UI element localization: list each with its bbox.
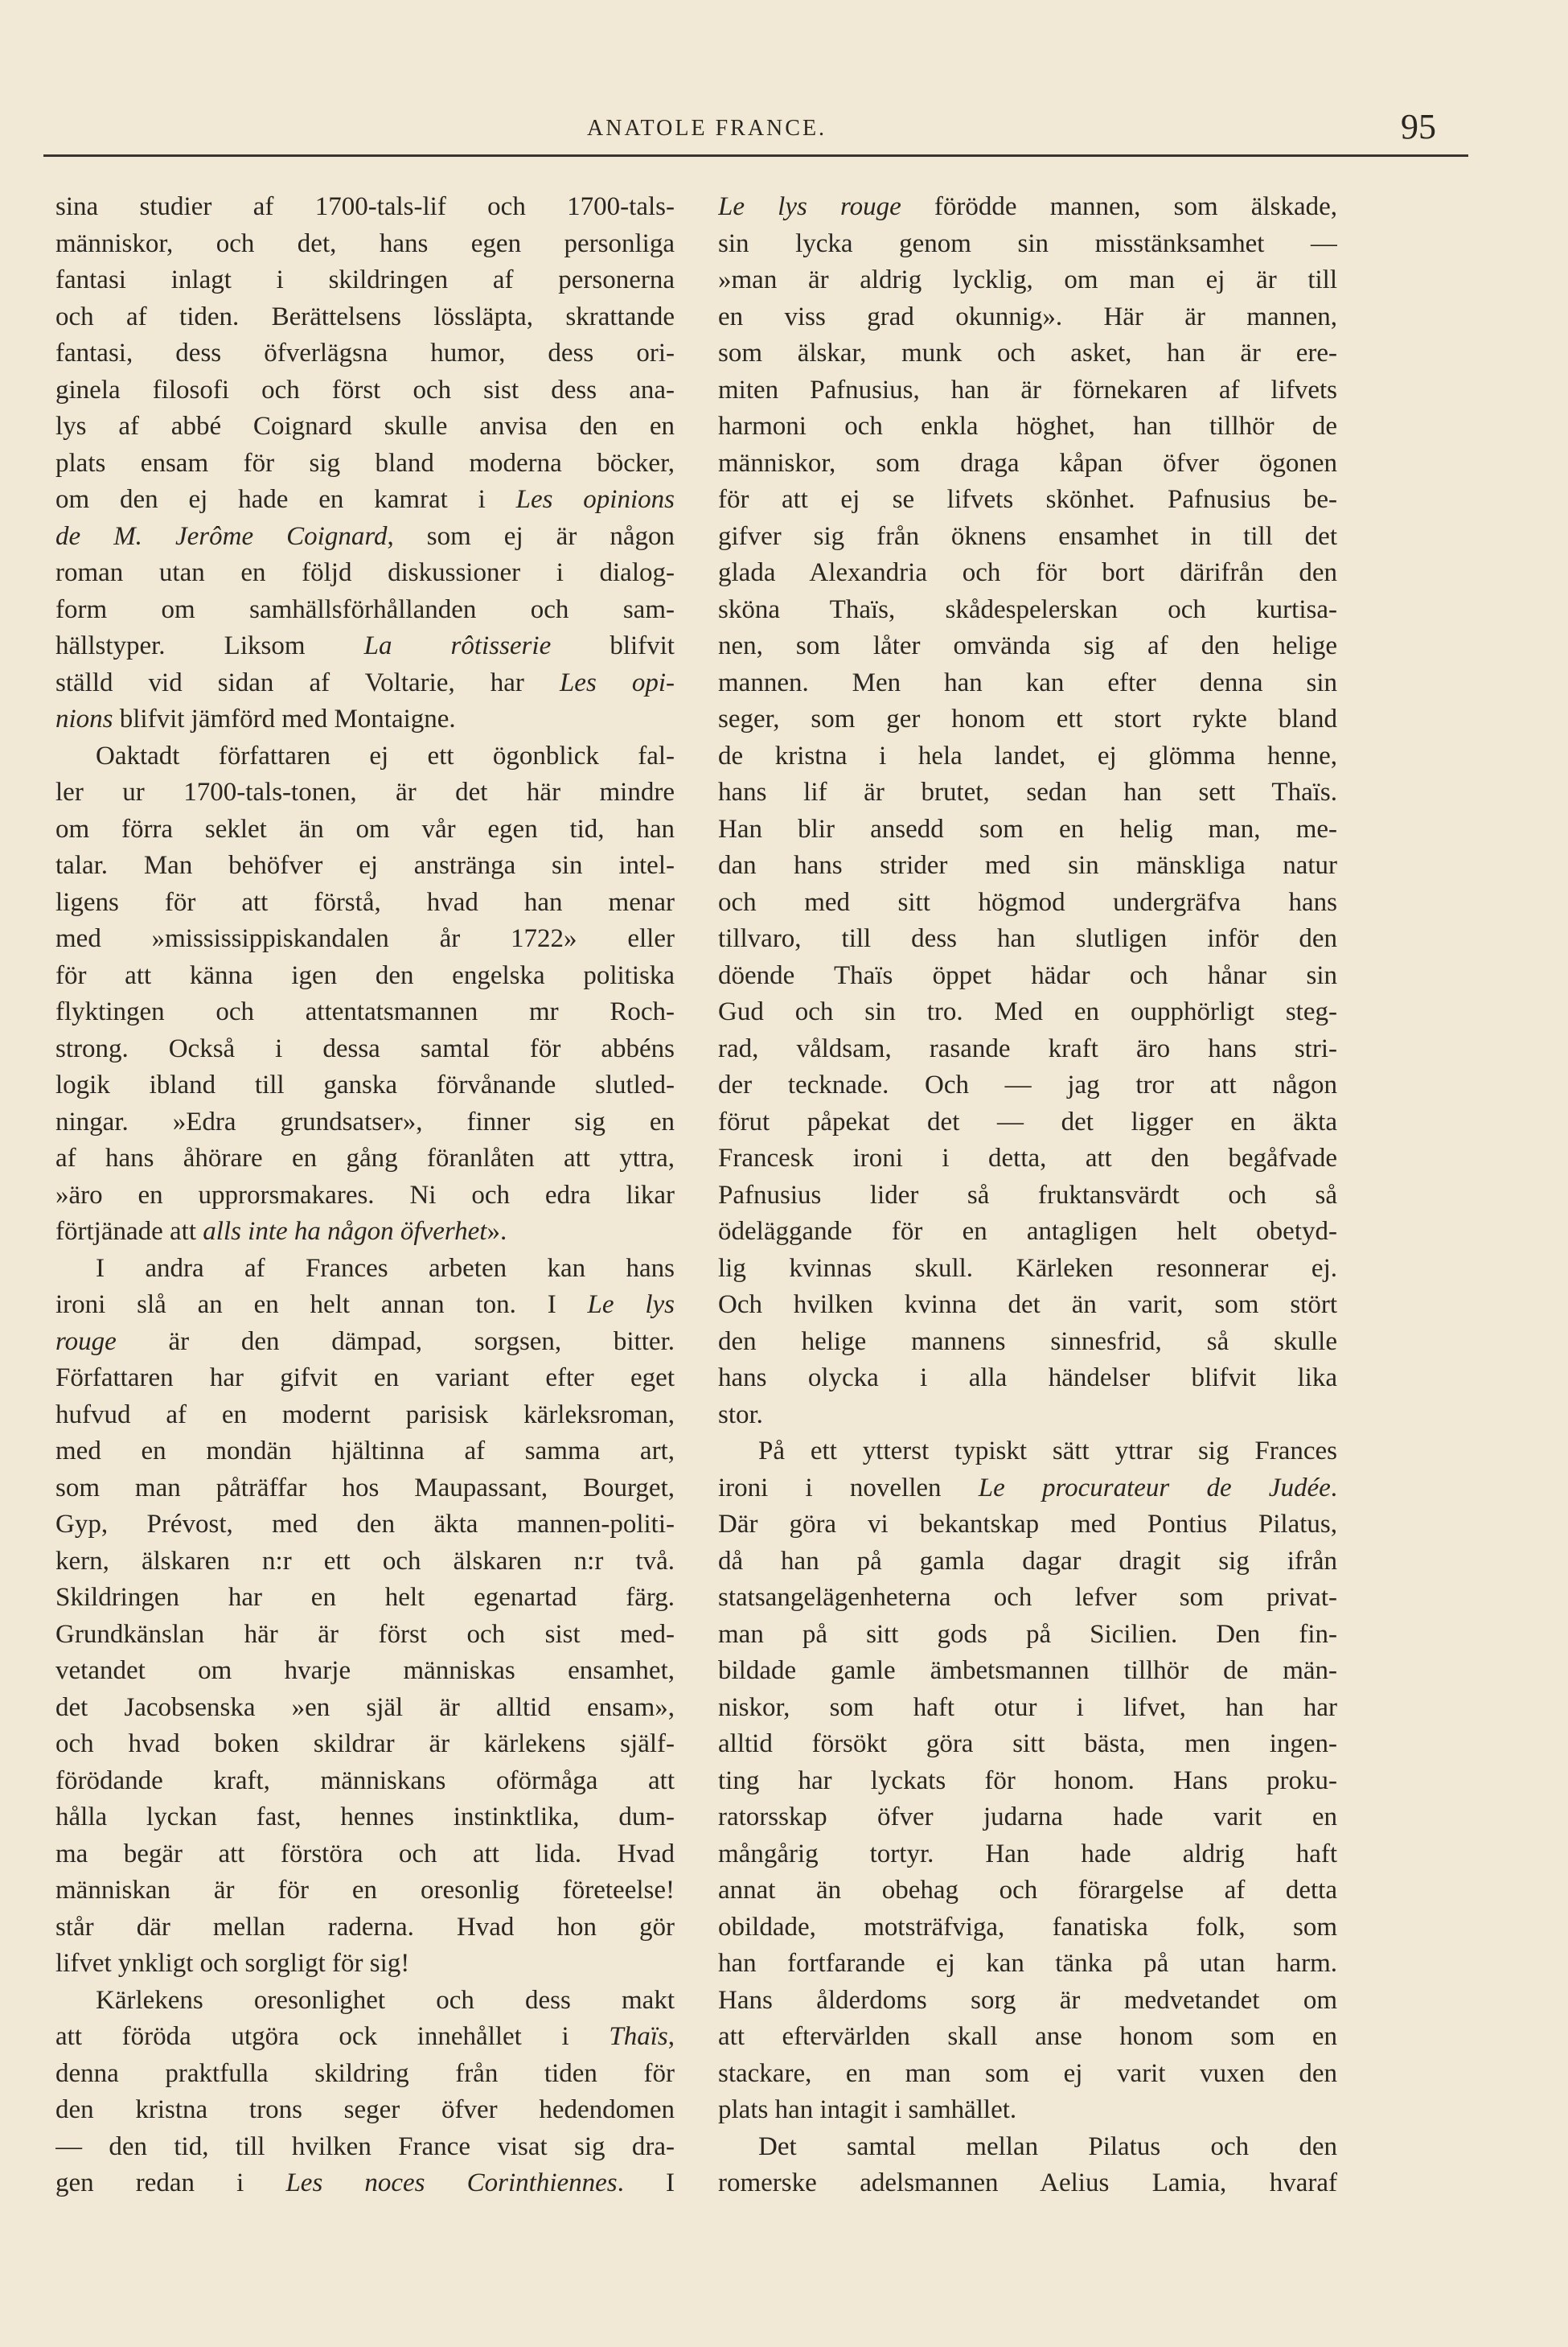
text-line: talar. Man behöfver ej anstränga sin intel- (55, 851, 675, 880)
text-line: nions blifvit jämförd med Montaigne. (55, 705, 456, 734)
text-line: I andra af Frances arbeten kan hans (96, 1253, 675, 1283)
text-line: — den tid, till hvilken France visat sig dra- (55, 2131, 675, 2161)
page-number: 95 (1401, 107, 1436, 146)
text-line: för att ej se lifvets skönhet. Pafnusius be- (718, 485, 1337, 514)
text-line: af hans åhörare en gång föranlåten att yttra, (55, 1144, 675, 1173)
right-column (718, 189, 1337, 2202)
text-line: en viss grad okunnig». Här är mannen, (718, 302, 1337, 331)
text-line: fantasi inlagt i skildringen af personerna (55, 265, 675, 294)
text-line: för att känna igen den engelska politiska (55, 960, 675, 990)
text-line: lig kvinnas skull. Kärleken resonnerar ej. (718, 1253, 1337, 1283)
text-line: om förra seklet än om vår egen tid, han (55, 814, 675, 844)
text-line: Gyp, Prévost, med den äkta mannen-politi- (55, 1510, 675, 1539)
text-line: med »mississippiskandalen år 1722» eller (55, 924, 675, 953)
text-line: glada Alexandria och för bort därifrån den (718, 558, 1337, 587)
text-line: Pafnusius lider så fruktansvärdt och så (718, 1180, 1337, 1210)
text-line: obildade, motsträfviga, fanatiska folk, som (718, 1912, 1337, 1942)
text-line: plats ensam för sig bland moderna böcker, (55, 448, 675, 478)
text-line: Han blir ansedd som en helig man, me- (718, 814, 1337, 844)
running-head: ANATOLE FRANCE. (587, 116, 827, 141)
text-line: bildade gamle ämbetsmannen tillhör de män- (718, 1656, 1337, 1685)
text-line: ting har lyckats för honom. Hans proku- (718, 1765, 1337, 1795)
text-line: hufvud af en modernt parisisk kärleksroman, (55, 1400, 675, 1429)
text-line: Författaren har gifvit en variant efter eget (55, 1363, 675, 1392)
text-line: kern, älskaren n:r ett och älskaren n:r två. (55, 1546, 675, 1576)
text-line: han fortfarande ej kan tänka på utan harm. (718, 1949, 1337, 1978)
text-line: de kristna i hela landet, ej glömma henne, (718, 741, 1337, 771)
text-line: niskor, som haft otur i lifvet, han har (718, 1692, 1337, 1722)
text-line: »man är aldrig lycklig, om man ej är till (718, 265, 1337, 294)
text-line: Där göra vi bekantskap med Pontius Pilatus, (718, 1510, 1337, 1539)
text-line: denna praktfulla skildring från tiden för (55, 2058, 675, 2088)
text-line: Det samtal mellan Pilatus och den (758, 2131, 1337, 2161)
text-line: ligens för att förstå, hvad han menar (55, 887, 675, 917)
text-line: människor, som draga kåpan öfver ögonen (718, 448, 1337, 478)
text-line: Oaktadt författaren ej ett ögonblick fal- (96, 741, 675, 771)
text-line: statsangelägenheterna och lefver som privat- (718, 1583, 1337, 1612)
text-line: vetandet om hvarje människas ensamhet, (55, 1656, 675, 1685)
text-line: logik ibland till ganska förvånande slutled- (55, 1071, 675, 1100)
text-line: hans olycka i alla händelser blifvit lika (718, 1363, 1337, 1392)
text-line: Gud och sin tro. Med en oupphörligt steg- (718, 997, 1337, 1026)
text-line: Kärlekens oresonlighet och dess makt (96, 1985, 675, 2015)
text-line: rad, våldsam, rasande kraft äro hans stri- (718, 1034, 1337, 1063)
text-line: om den ej hade en kamrat i Les opinions (55, 485, 675, 514)
left-column (55, 189, 675, 2202)
text-line: tillvaro, till dess han slutligen inför den (718, 924, 1337, 953)
text-line: fantasi, dess öfverlägsna humor, dess ori- (55, 339, 675, 368)
text-line: ironi slå an en helt annan ton. I Le lys (55, 1290, 675, 1319)
text-line: På ett ytterst typiskt sätt yttrar sig Frances (758, 1437, 1337, 1465)
text-line: det Jacobsenska »en själ är alltid ensam», (55, 1692, 675, 1722)
text-line: står där mellan raderna. Hvad hon gör (55, 1912, 675, 1942)
text-line: Francesk ironi i detta, att den begåfvade (718, 1144, 1337, 1173)
text-line: de M. Jerôme Coignard, som ej är någon (55, 521, 675, 551)
text-line: stackare, en man som ej varit vuxen den (718, 2058, 1337, 2088)
text-line: seger, som ger honom ett stort rykte bland (718, 705, 1337, 734)
text-line: roman utan en följd diskussioner i dialog- (55, 558, 675, 587)
text-line: som älskar, munk och asket, han är ere- (718, 339, 1337, 368)
text-line: sköna Thaïs, skådespelerskan och kurtisa- (718, 594, 1337, 624)
text-line: romerske adelsmannen Aelius Lamia, hvaraf (718, 2168, 1337, 2197)
text-line: hans lif är brutet, sedan han sett Thaïs. (718, 778, 1337, 807)
text-line: förödande kraft, människans oförmåga att (55, 1765, 675, 1795)
text-line: hålla lyckan fast, hennes instinktlika, dum- (55, 1802, 675, 1831)
text-line: döende Thaïs öppet hädar och hånar sin (718, 960, 1337, 990)
text-line: och af tiden. Berättelsens lössläpta, skrattande (55, 302, 675, 331)
text-line: och med sitt högmod undergräfva hans (718, 887, 1337, 917)
text-line: »äro en upprorsmakares. Ni och edra likar (55, 1180, 675, 1210)
text-line: man på sitt gods på Sicilien. Den fin- (718, 1619, 1337, 1649)
text-line: alltid försökt göra sitt bästa, men ingen- (718, 1729, 1337, 1758)
text-line: Och hvilken kvinna det än varit, som stört (718, 1290, 1337, 1319)
text-line: ler ur 1700-tals-tonen, är det här mindre (55, 778, 675, 807)
text-line: ödeläggande för en antagligen helt obetyd- (718, 1217, 1337, 1246)
text-line: gen redan i Les noces Corinthiennes. I (55, 2168, 675, 2197)
text-line: annat än obehag och förargelse af detta (718, 1876, 1337, 1905)
text-line: nen, som låter omvända sig af den helige (718, 631, 1337, 660)
text-line: strong. Också i dessa samtal för abbéns (55, 1034, 675, 1063)
text-line: Grundkänslan här är först och sist med- (55, 1619, 675, 1649)
text-line: rouge är den dämpad, sorgsen, bitter. (55, 1326, 675, 1356)
text-line: som man påträffar hos Maupassant, Bourget, (55, 1473, 675, 1502)
text-line: form om samhällsförhållanden och sam- (55, 594, 675, 624)
text-line: den helige mannens sinnesfrid, så skulle (718, 1326, 1337, 1356)
text-line: gifver sig från öknens ensamhet in till det (718, 521, 1337, 551)
text-line: Le lys rouge förödde mannen, som älskade, (718, 192, 1337, 221)
text-line: ma begär att förstöra och att lida. Hvad (55, 1839, 675, 1868)
text-line: människan är för en oresonlig företeelse! (55, 1876, 675, 1905)
text-line: lifvet ynkligt och sorgligt för sig! (55, 1949, 410, 1978)
text-line: Hans ålderdoms sorg är medvetandet om (718, 1985, 1337, 2015)
text-line: förtjänade att alls inte ha någon öfverhet». (55, 1217, 507, 1246)
text-line: människor, och det, hans egen personliga (55, 228, 675, 258)
text-line: hällstyper. Liksom La rôtisserie blifvit (55, 631, 675, 660)
text-line: ställd vid sidan af Voltarie, har Les opi- (55, 668, 675, 697)
text-line: flyktingen och attentatsmannen mr Roch- (55, 997, 675, 1026)
text-line: ratorsskap öfver judarna hade varit en (718, 1802, 1337, 1831)
text-line: mannen. Men han kan efter denna sin (718, 668, 1337, 697)
text-line: miten Pafnusius, han är förnekaren af lifvets (718, 375, 1337, 405)
text-line: att föröda utgöra ock innehållet i Thaïs, (55, 2022, 675, 2051)
text-line: der tecknade. Och — jag tror att någon (718, 1071, 1337, 1100)
text-line: då han på gamla dagar dragit sig ifrån (718, 1546, 1337, 1576)
text-line: förut påpekat det — det ligger en äkta (718, 1107, 1337, 1137)
text-line: ginela filosofi och först och sist dess ana- (55, 375, 675, 405)
text-line: sina studier af 1700-tals-lif och 1700-tals- (55, 192, 675, 221)
text-line: med en mondän hjältinna af samma art, (55, 1437, 675, 1465)
text-line: plats han intagit i samhället. (718, 2095, 1017, 2124)
text-line: och hvad boken skildrar är kärlekens själf- (55, 1729, 675, 1758)
text-line: den kristna trons seger öfver hedendomen (55, 2095, 675, 2124)
text-line: lys af abbé Coignard skulle anvisa den en (55, 412, 675, 441)
page-header (43, 106, 1468, 157)
text-line: stor. (718, 1400, 763, 1429)
text-line: Skildringen har en helt egenartad färg. (55, 1583, 675, 1612)
text-line: sin lycka genom sin misstänksamhet — (718, 228, 1337, 258)
text-line: ningar. »Edra grundsatser», finner sig en (55, 1107, 675, 1137)
text-line: dan hans strider med sin mänskliga natur (718, 851, 1337, 880)
text-line: mångårig tortyr. Han hade aldrig haft (718, 1839, 1337, 1868)
text-line: ironi i novellen Le procurateur de Judée. (718, 1473, 1337, 1502)
text-line: harmoni och enkla höghet, han tillhör de (718, 412, 1337, 441)
text-line: att eftervärlden skall anse honom som en (718, 2022, 1337, 2051)
